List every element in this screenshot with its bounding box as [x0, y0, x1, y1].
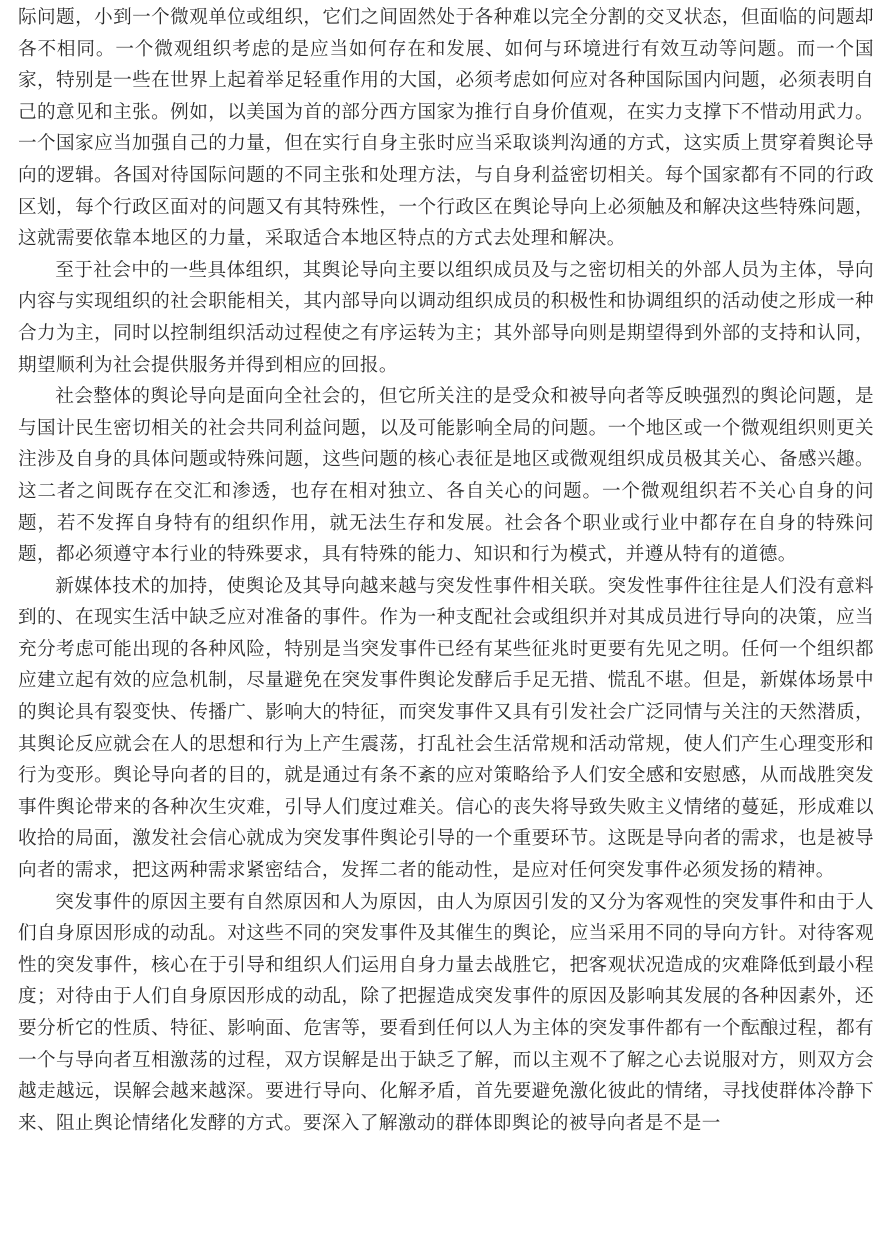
paragraph: 至于社会中的一些具体组织，其舆论导向主要以组织成员及与之密切相关的外部人员为主体，导向内容与实现组织的社会职能相关，其内部导向以调动组织成员的积极性和协调组织的活动使之形成一种合力为主，同时以控制组织活动过程使之有序运转为主；其外部导向则是期望得到外部的支持和认同，期望顺利为社会提供服务并得到相应的回报。 [18, 259, 874, 376]
document-page [18, 0, 874, 1244]
paragraph-continued: 际问题，小到一个微观单位或组织，它们之间固然处于各种难以完全分割的交叉状态，但面临的问题却各不相同。一个微观组织考虑的是应当如何存在和发展、如何与环境进行有效互动等问题。而一个国家，特别是一些在世界上起着举足轻重作用的大国，必须考虑如何应对各种国际国内问题，必须表明自己的意见和主张。例如，以美国为首的部分西方国家为推行自身价值观，在实力支撑下不惜动用武力。一个国家应当加强自己的力量，但在实行自身主张时应当采取谈判沟通的方式，这实质上贯穿着舆论导向的逻辑。各国对待国际问题的不同主张和处理方法，与自身利益密切相关。每个国家都有不同的行政区划，每个行政区面对的问题又有其特殊性，一个行政区在舆论导向上必须触及和解决这些特殊问题，这就需要依靠本地区的力量，采取适合本地区特点的方式去处理和解决。 [18, 7, 874, 250]
paragraph: 突发事件的原因主要有自然原因和人为原因，由人为原因引发的又分为客观性的突发事件和由于人们自身原因形成的动乱。对这些不同的突发事件及其催生的舆论，应当采用不同的导向方针。对待客观性的突发事件，核心在于引导和组织人们运用自身力量去战胜它，把客观状况造成的灾难降低到最小程度；对待由于人们自身原因形成的动乱，除了把握造成突发事件的原因及影响其发展的各种因素外，还要分析它的性质、特征、影响面、危害等，要看到任何以人为主体的突发事件都有一个酝酿过程，都有一个与导向者互相激荡的过程，双方误解是出于缺乏了解，而以主观不了解之心去说服对方，则双方会越走越远，误解会越来越深。要进行导向、化解矛盾，首先要避免激化彼此的情绪，寻找使群体冷静下来、阻止舆论情绪化发酵的方式。要深入了解激动的群体即舆论的被导向者是不是一 [18, 891, 874, 1134]
paragraph: 新媒体技术的加持，使舆论及其导向越来越与突发性事件相关联。突发性事件往往是人们没有意料到的、在现实生活中缺乏应对准备的事件。作为一种支配社会或组织并对其成员进行导向的决策，应当充分考虑可能出现的各种风险，特别是当突发事件已经有某些征兆时更要有先见之明。任何一个组织都应建立起有效的应急机制，尽量避免在突发事件舆论发酵后手足无措、慌乱不堪。但是，新媒体场景中的舆论具有裂变快、传播广、影响大的特征，而突发事件又具有引发社会广泛同情与关注的天然潜质，其舆论反应就会在人的思想和行为上产生震荡，打乱社会生活常规和活动常规，使人们产生心理变形和行为变形。舆论导向者的目的，就是通过有条不紊的应对策略给予人们安全感和安慰感，从而战胜突发事件舆论带来的各种次生灾难，引导人们度过难关。信心的丧失将导致失败主义情绪的蔓延，形成难以收拾的局面，激发社会信心就成为突发事件舆论引导的一个重要环节。这既是导向者的需求，也是被导向者的需求，把这两种需求紧密结合，发挥二者的能动性，是应对任何突发事件必须发扬的精神。 [18, 575, 874, 882]
paragraph: 社会整体的舆论导向是面向全社会的，但它所关注的是受众和被导向者等反映强烈的舆论问题，是与国计民生密切相关的社会共同利益问题，以及可能影响全局的问题。一个地区或一个微观组织则更关注涉及自身的具体问题或特殊问题，这些问题的核心表征是地区或微观组织成员极其关心、备感兴趣。这二者之间既存在交汇和渗透，也存在相对独立、各自关心的问题。一个微观组织若不关心自身的问题，若不发挥自身特有的组织作用，就无法生存和发展。社会各个职业或行业中都存在自身的特殊问题，都必须遵守本行业的特殊要求，具有特殊的能力、知识和行为模式，并遵从特有的道德。 [18, 386, 874, 566]
